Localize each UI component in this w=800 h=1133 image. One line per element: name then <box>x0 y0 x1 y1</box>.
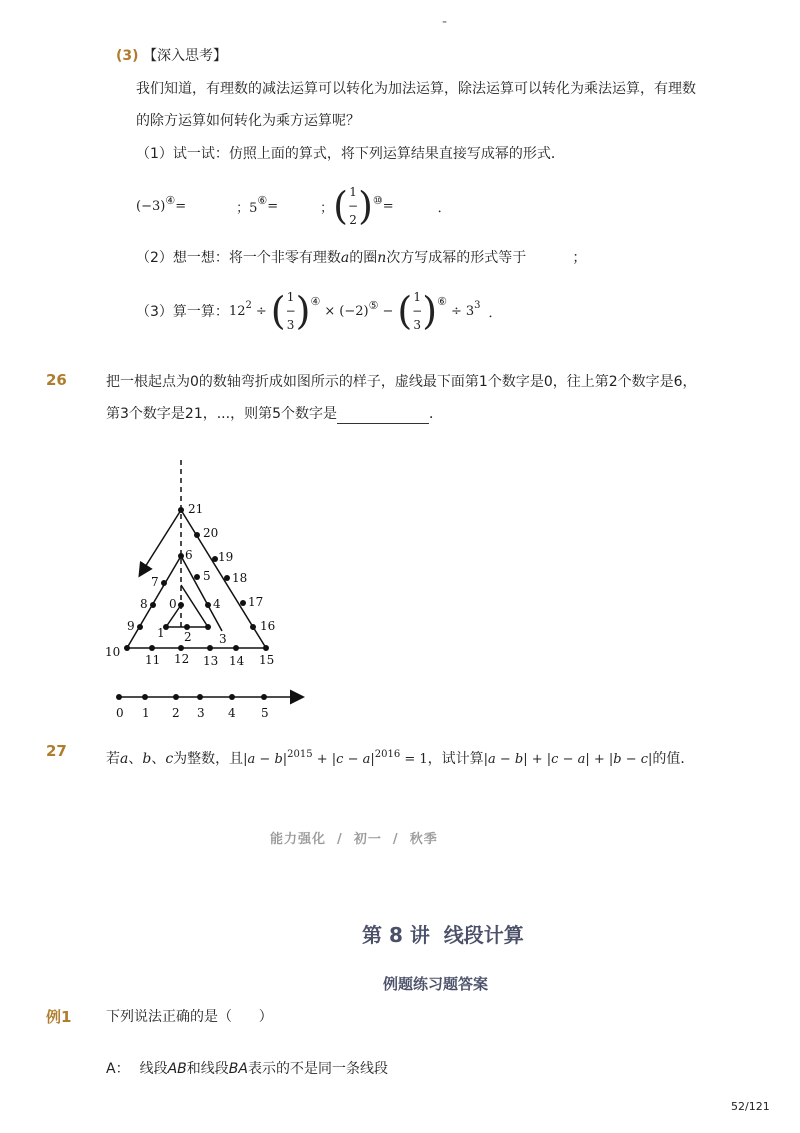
section3-intro-line1: 我们知道，有理数的减法运算可以转化为加法运算，除法运算可以转化为乘法运算，有理数 <box>136 81 696 97</box>
q27-text-d: 的值． <box>652 751 695 767</box>
section3-intro-line2: 的除方运算如何转化为乘方运算呢？ <box>136 113 360 129</box>
q2-rest: 次方写成幂的形式等于 <box>386 250 527 266</box>
label-8: 8 <box>140 597 148 611</box>
label-14: 14 <box>229 654 245 668</box>
q2-a: a <box>340 250 350 266</box>
q27-text <box>106 749 694 771</box>
q27-eq1-sup2: 2016 <box>374 749 401 760</box>
section3-q1: （1）试一试：仿照上面的算式，将下列运算结果直接写成幂的形式． <box>136 146 565 162</box>
section3-q3 <box>136 283 502 339</box>
point-13 <box>207 645 213 651</box>
q27-a: a <box>120 751 129 767</box>
q3-frac1-den: 3 <box>286 318 295 332</box>
page-number: 52/121 <box>731 1100 770 1113</box>
q3-rparen1: ) <box>295 289 311 333</box>
label-2: 2 <box>184 630 192 644</box>
label-1: 1 <box>157 626 165 640</box>
q27-sep2: 、 <box>151 751 166 767</box>
point-14 <box>233 645 239 651</box>
point-3 <box>205 624 211 630</box>
label-17: 17 <box>248 595 264 609</box>
label-15: 15 <box>259 653 275 667</box>
axis-label-5: 5 <box>261 706 269 720</box>
label-11: 11 <box>145 653 161 667</box>
q1-circ2: ⑥ <box>257 193 268 207</box>
label-4: 4 <box>213 597 221 611</box>
point-21 <box>178 507 184 513</box>
q1-frac-sign: − <box>348 199 359 213</box>
option-a-ba: BA <box>228 1061 248 1077</box>
label-0: 0 <box>169 597 177 611</box>
q3-frac1-num: 1 <box>286 290 295 304</box>
q26-number: 26 <box>46 371 67 389</box>
point-11 <box>149 645 155 651</box>
q3-base: 12 <box>228 303 246 319</box>
q3-frac2-den: 3 <box>413 318 422 332</box>
q26-line2b: ． <box>428 406 443 422</box>
axis-point-2 <box>173 694 179 700</box>
point-12 <box>178 645 184 651</box>
axis-label-3: 3 <box>197 706 205 720</box>
label-12: 12 <box>174 652 190 666</box>
section3-label: (3) <box>116 48 139 64</box>
point-15 <box>263 645 269 651</box>
q27-text-a: 若 <box>106 751 120 767</box>
q1-end: ． <box>437 200 451 216</box>
point-10 <box>124 645 130 651</box>
q3-fraction2 <box>412 290 422 332</box>
q3-frac2-num: 1 <box>413 290 422 304</box>
axis-point-5 <box>261 694 267 700</box>
section3-q2 <box>136 248 586 268</box>
label-7: 7 <box>151 575 159 589</box>
q27-text-b: 为整数，且 <box>173 751 244 767</box>
point-6 <box>178 553 184 559</box>
q1-sep2: ； <box>320 200 334 216</box>
q3-fraction1 <box>286 290 296 332</box>
q1-circ1: ④ <box>165 193 176 207</box>
q3-circ5: ⑤ <box>368 298 379 312</box>
point-8 <box>150 602 156 608</box>
example1-label: 例1 <box>46 1008 72 1026</box>
q3-div2: ÷ <box>450 303 462 319</box>
q26-line2a: 第3个数字是21，...，则第5个数字是 <box>106 406 337 422</box>
q27-c: c <box>165 751 174 767</box>
axis-label-1: 1 <box>142 706 150 720</box>
lecture-title: 第 8 讲 线段计算 <box>362 923 524 947</box>
q3-circ6: ⑥ <box>437 294 447 308</box>
section3-heading <box>116 46 227 66</box>
q1-frac-den: 2 <box>349 213 357 227</box>
q2-end: ； <box>572 250 587 266</box>
q27-number: 27 <box>46 742 67 760</box>
q26-answer-blank <box>337 409 429 424</box>
point-18 <box>224 575 230 581</box>
section3-title: 【深入思考】 <box>143 48 227 64</box>
option-a-text-b: 和线段 <box>186 1061 229 1077</box>
point-4 <box>205 602 211 608</box>
q1-frac-num: 1 <box>349 185 357 199</box>
point-17 <box>240 600 246 606</box>
example1-question: 下列说法正确的是（ ） <box>106 1009 273 1025</box>
q26-line2 <box>106 404 443 424</box>
label-21: 21 <box>188 502 204 516</box>
axis-label-2: 2 <box>172 706 180 720</box>
q2-mid: 的圈 <box>349 250 378 266</box>
q1-rparen: ) <box>358 184 373 228</box>
q3-frac1-sign: − <box>285 304 296 318</box>
point-20 <box>194 532 200 538</box>
label-18: 18 <box>232 571 248 585</box>
q27-eq1-plus: + |c − a| <box>312 752 375 767</box>
label-9: 9 <box>127 619 135 633</box>
q27-b: b <box>142 751 152 767</box>
point-16 <box>250 624 256 630</box>
q27-eq2: |a − b| + |c − a| + |b − c| <box>483 752 653 767</box>
option-a-ab: AB <box>167 1061 187 1077</box>
axis-point-0 <box>116 694 122 700</box>
axis-label-4: 4 <box>228 706 236 720</box>
q3-lparen1: ( <box>270 289 286 333</box>
q27-eq1-tail: = 1 <box>400 752 428 767</box>
option-a-text-c: 表示的不是同一条线段 <box>247 1061 388 1077</box>
top-mark: - <box>442 14 448 30</box>
q3-circ4: ④ <box>310 294 321 308</box>
q3-end: ． <box>488 305 502 321</box>
q3-three: 3 <box>465 303 475 319</box>
q3-neg2: (−2) <box>339 303 369 319</box>
q3-three-sup: 3 <box>474 299 481 311</box>
q2-text: （2）想一想：将一个非零有理数 <box>136 250 341 266</box>
label-13: 13 <box>203 654 219 668</box>
q3-rparen2: ) <box>422 289 438 333</box>
q1-eq1: = <box>175 198 187 214</box>
example1-option-a[interactable] <box>106 1059 388 1079</box>
axis-point-3 <box>197 694 203 700</box>
q1-eq2: = <box>267 198 279 214</box>
bent-number-line-figure <box>96 455 316 730</box>
point-5 <box>194 574 200 580</box>
axis-point-4 <box>229 694 235 700</box>
q1-expr1: (−3) <box>136 198 166 214</box>
q1-eq3: = <box>382 198 394 214</box>
footer-course-tag: 能力强化 / 初一 / 秋季 <box>270 832 438 847</box>
point-7 <box>161 580 167 586</box>
q1-lparen: ( <box>333 184 348 228</box>
q1-circ3: ⑩ <box>372 193 383 207</box>
axis-label-0: 0 <box>116 706 124 720</box>
q3-minus: − <box>382 303 394 319</box>
point-0 <box>178 602 184 608</box>
q27-eq1-sup: 2015 <box>287 749 313 760</box>
label-19: 19 <box>218 550 234 564</box>
q1-fraction <box>348 185 358 227</box>
section3-q1-expressions <box>136 178 451 234</box>
q3-text: （3）算一算： <box>136 304 229 320</box>
label-10: 10 <box>105 645 121 659</box>
q3-div1: ÷ <box>255 303 267 319</box>
q3-lparen2: ( <box>397 289 413 333</box>
number-line-labels <box>116 706 269 720</box>
label-5: 5 <box>203 569 211 583</box>
point-9 <box>137 624 143 630</box>
lecture-subtitle: 例题练习题答案 <box>383 975 489 993</box>
label-20: 20 <box>203 526 219 540</box>
label-16: 16 <box>260 619 276 633</box>
label-3: 3 <box>219 632 227 646</box>
inner-right-line <box>181 585 208 627</box>
q3-times: × <box>324 303 336 319</box>
option-a-label: A： <box>106 1061 130 1077</box>
q3-sup: 2 <box>245 299 252 311</box>
option-a-text-a: 线段 <box>139 1061 168 1077</box>
q1-sep1: ；5 <box>236 200 258 216</box>
q3-frac2-sign: − <box>412 304 423 318</box>
axis-point-1 <box>142 694 148 700</box>
q26-line1: 把一根起点为0的数轴弯折成如图所示的样子，虚线最下面第1个数字是0，往上第2个数字是6， <box>106 374 697 390</box>
q27-eq1: |a − b| <box>243 752 288 767</box>
q27-text-c: ，试计算 <box>427 751 484 767</box>
q27-sep1: 、 <box>128 751 143 767</box>
label-6: 6 <box>185 548 193 562</box>
q2-n: n <box>377 250 387 266</box>
